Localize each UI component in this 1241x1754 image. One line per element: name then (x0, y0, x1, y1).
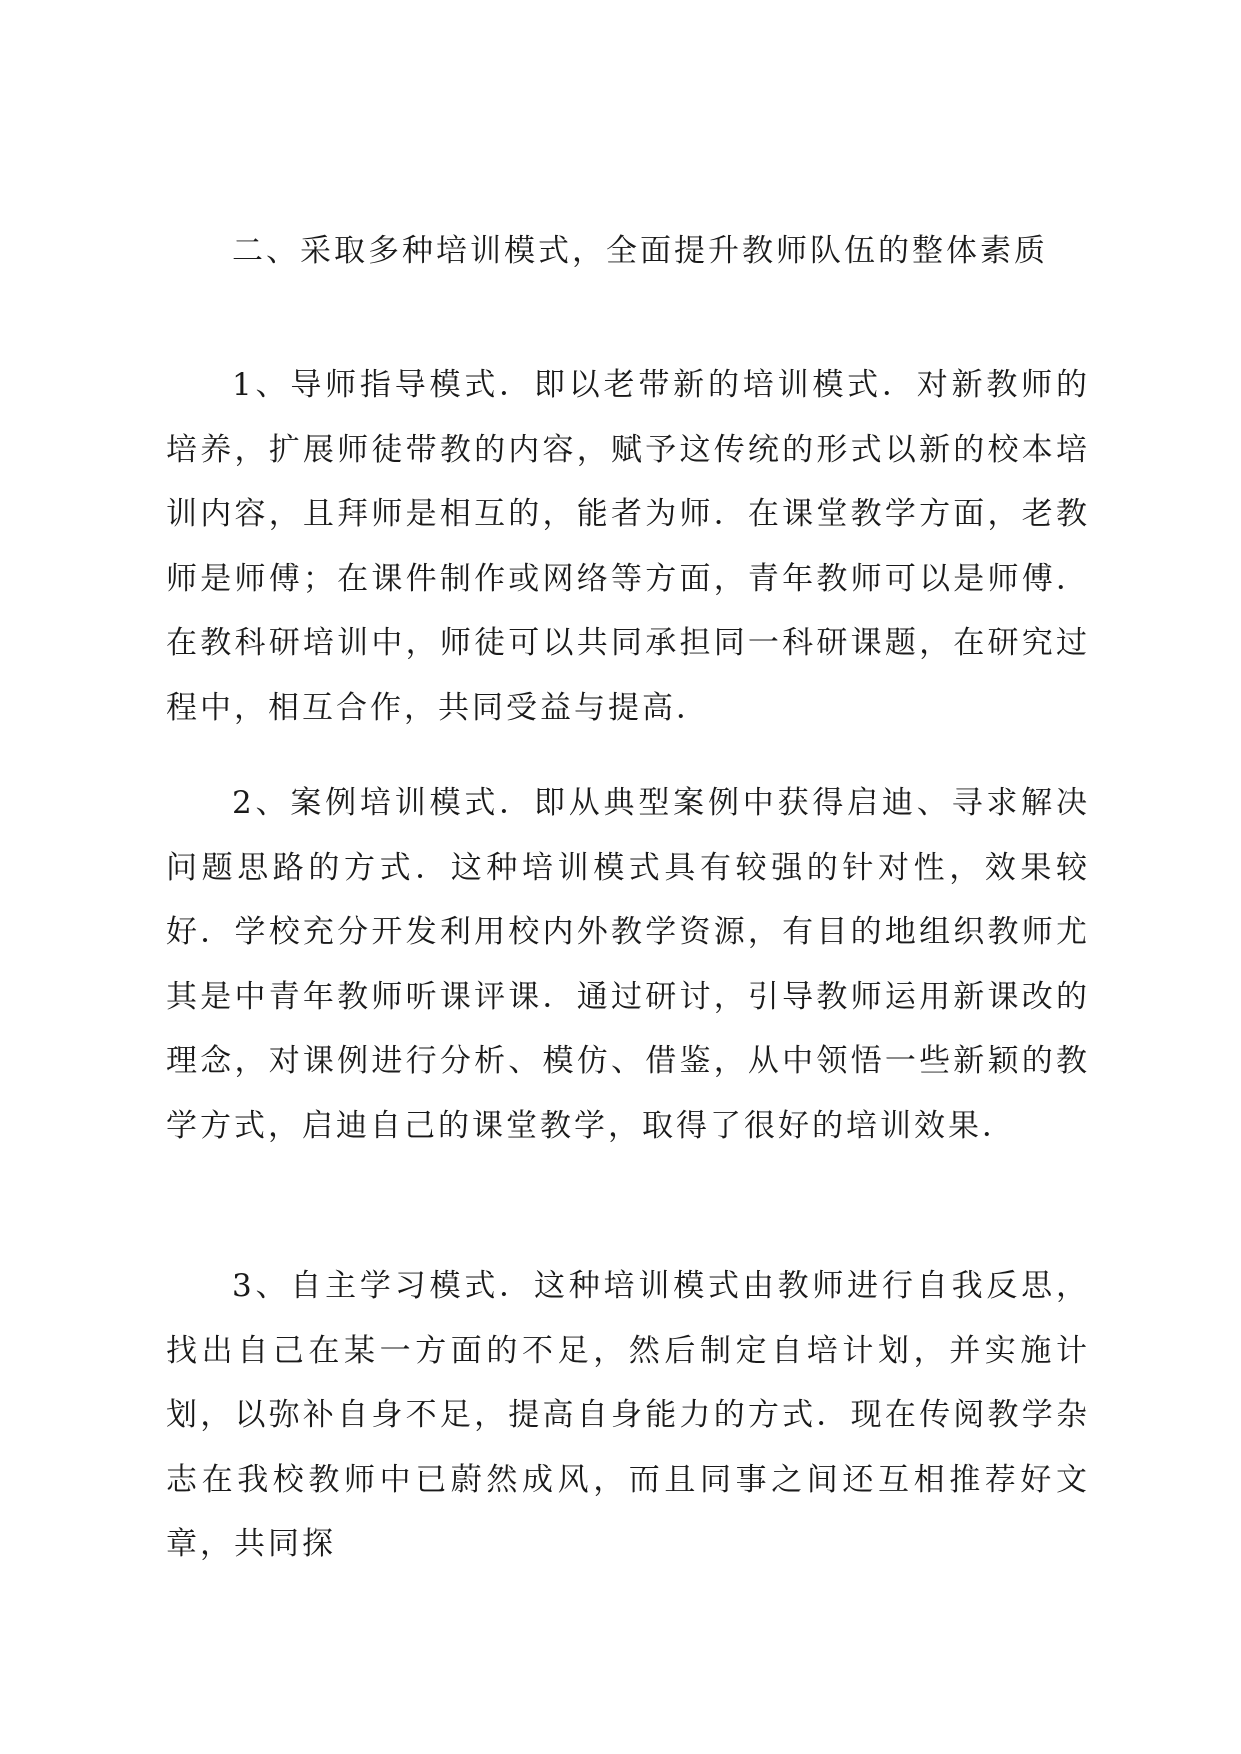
section-heading: 二、采取多种培训模式，全面提升教师队伍的整体素质 (232, 233, 1048, 269)
paragraph-mentor-model: 1、导师指导模式．即以老带新的培训模式．对新教师的培养，扩展师徒带教的内容，赋予这传统的形式以新的校本培训内容，且拜师是相互的，能者为师．在课堂教学方面，老教师是师傅；在课件制作或网络等方面，青年教师可以是师傅．在教科研培训中，师徒可以共同承担同一科研课题，在研究过程中，相互合作，共同受益与提高． (166, 367, 1090, 726)
paragraph-self-study-model: 3、自主学习模式．这种培训模式由教师进行自我反思，找出自己在某一方面的不足，然后制定自培计划，并实施计划，以弥补自身不足，提高自身能力的方式．现在传阅教学杂志在我校教师中已蔚然成风，而且同事之间还互相推荐好文章，共同探 (166, 1268, 1090, 1562)
paragraph-case-model: 2、案例培训模式．即从典型案例中获得启迪、寻求解决问题思路的方式．这种培训模式具有较强的针对性，效果较好．学校充分开发利用校内外教学资源，有目的地组织教师尤其是中青年教师听课评课．通过研讨，引导教师运用新课改的理念，对课例进行分析、模仿、借鉴，从中领悟一些新颖的教学方式，启迪自己的课堂教学，取得了很好的培训效果． (166, 785, 1090, 1144)
